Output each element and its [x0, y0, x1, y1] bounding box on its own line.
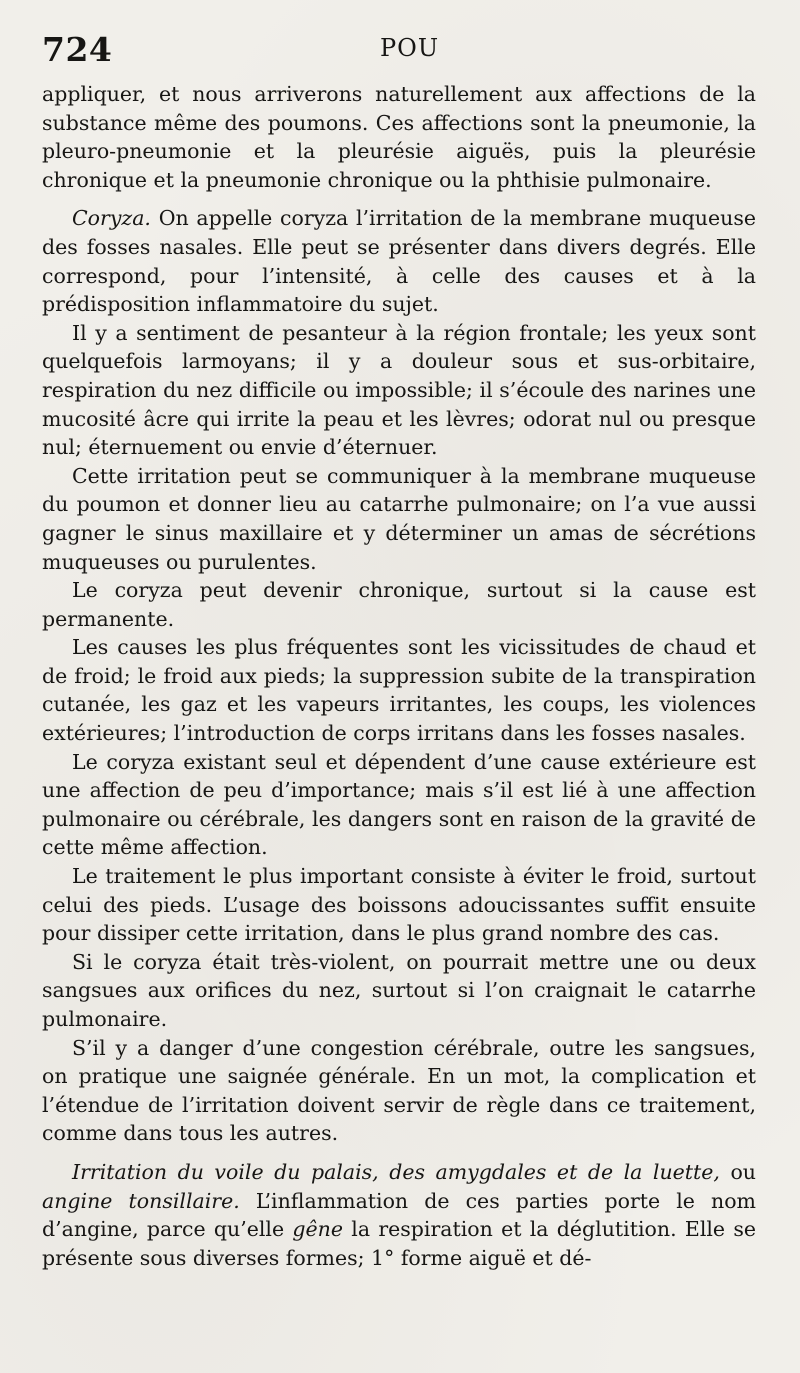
paragraph: [42, 80, 756, 194]
paragraph-text: Les causes les plus fréquentes sont les vicissitudes de chaud et de froid; le froid aux pieds; la suppression subite de la transpiration cutanée, les gaz et les vapeurs irritantes, les coups, les violences extérieures; l’introduction de corps irritans dans les fosses nasales.: [42, 635, 756, 746]
section-lead-italic: Irritation du voile du palais, des amygdales et de la luette,: [72, 1159, 720, 1184]
page-header: [42, 28, 758, 78]
running-head: POU: [380, 34, 440, 62]
paragraph-text: la respiration et la déglutition. Elle se présente sous diverses formes; 1° forme aiguë et dé-: [42, 1217, 756, 1270]
paragraph: [42, 748, 756, 862]
paragraph: [42, 462, 756, 576]
paragraph-text: appliquer, et nous arriverons naturellement aux affections de la substance même des poumons. Ces affections sont la pneumonie, la pleuro-pneumonie et la pleurésie aiguës, puis la pleurésie chronique et la pneumonie chronique ou la phthisie pulmonaire.: [42, 82, 756, 192]
paragraph-text: Si le coryza était très-violent, on pourrait mettre une ou deux sangsues aux orifices du nez, surtout si l’on craignait le catarrhe pulmonaire.: [42, 949, 756, 1031]
paragraph: [42, 1158, 756, 1272]
section-lead-italic: Coryza.: [72, 206, 151, 231]
paragraph-text: Le coryza peut devenir chronique, surtout si la cause est permanente.: [42, 578, 756, 631]
paragraph-text: Le traitement le plus important consiste à éviter le froid, surtout celui des pieds. L’usage des boissons adoucissantes suffit ensuite pour dissiper cette irritation, dans le plus grand nombre des cas.: [42, 864, 756, 946]
paragraph-text: Le coryza existant seul et dépendent d’une cause extérieure est une affection de peu d’importance; mais s’il est lié à une affection pulmonaire ou cérébrale, les dangers sont en raison de la gravité de cette même affection.: [42, 749, 756, 860]
paragraph-text: ou: [719, 1159, 756, 1184]
page-number: 724: [42, 30, 113, 69]
paragraph: [42, 948, 756, 1034]
paragraph: [42, 319, 756, 462]
section-lead-italic: angine tonsillaire.: [42, 1188, 240, 1213]
paragraph: [42, 862, 756, 948]
paragraph: [42, 204, 756, 318]
paragraph-text: L’inflammation de ces parties porte le nom d’angine, parce qu’elle: [42, 1188, 756, 1242]
paragraph-text: On appelle coryza l’irritation de la membrane muqueuse des fosses nasales. Elle peut se présenter dans divers degrés. Elle correspond, pour l’intensité, à celle des causes et à la prédisposition inflammatoire du sujet.: [42, 206, 756, 317]
paragraph: [42, 1034, 756, 1148]
paragraph-text: Cette irritation peut se communiquer à la membrane muqueuse du poumon et donner lieu au catarrhe pulmonaire; on l’a vue aussi gagner le sinus maxillaire et y déterminer un amas de sécrétions muqueuses ou purulentes.: [42, 463, 756, 574]
paragraph: [42, 576, 756, 633]
body-text: [42, 80, 756, 1272]
paragraph-text: Il y a sentiment de pesanteur à la région frontale; les yeux sont quelquefois larmoyans; il y a douleur sous et sus-orbitaire, respiration du nez difficile ou impossible; il s’écoule des narines une mucosité âcre qui irrite la peau et les lèvres; odorat nul ou presque nul; éternuement ou envie d’éternuer.: [42, 320, 756, 460]
emphasis-italic: gêne: [292, 1217, 343, 1242]
paragraph: [42, 633, 756, 747]
paragraph-text: S’il y a danger d’une congestion cérébrale, outre les sangsues, on pratique une saignée générale. En un mot, la complication et l’étendue de l’irritation doivent servir de règle dans ce traitement, comme dans tous les autres.: [42, 1035, 756, 1146]
